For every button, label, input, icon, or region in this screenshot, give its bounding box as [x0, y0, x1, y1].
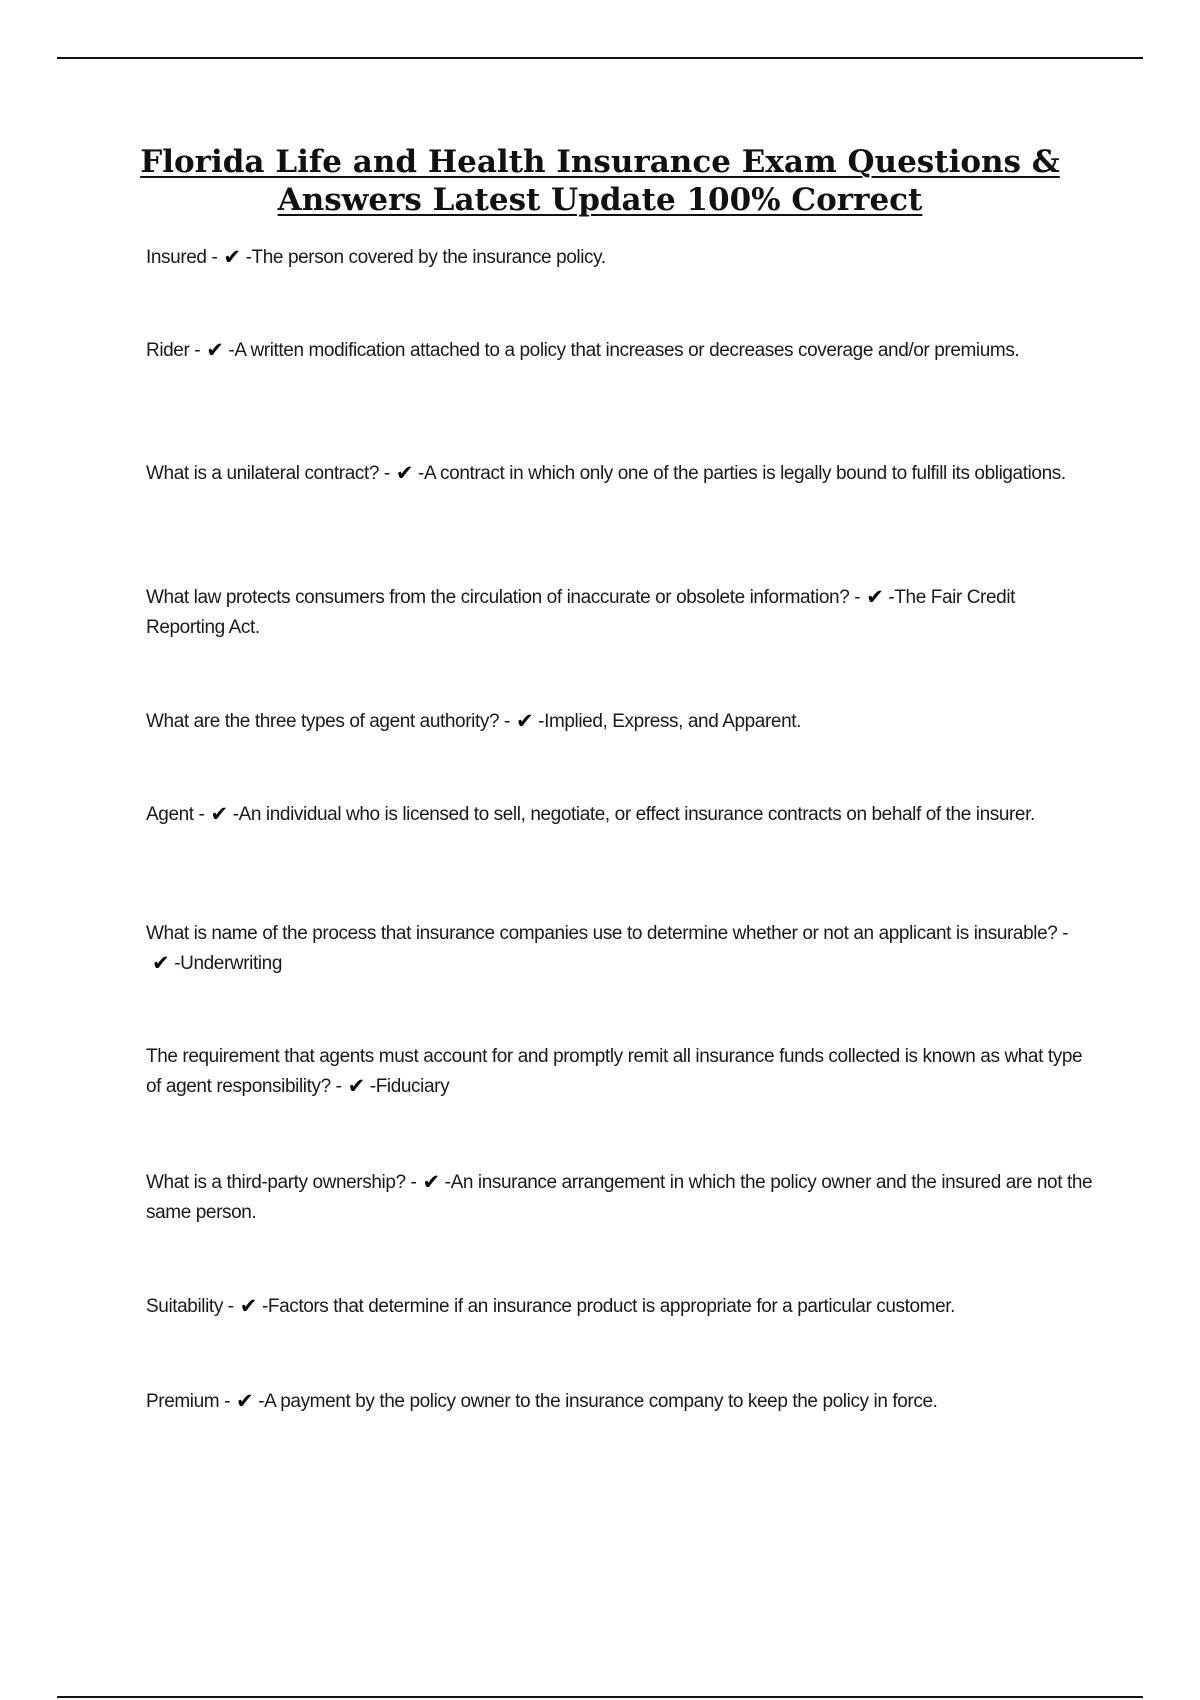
qa-item-rider [146, 336, 1096, 366]
qa-item-fair-credit [146, 583, 1096, 643]
checkmark-icon: ✔ [223, 245, 241, 269]
question-text: What is a third-party ownership? - [146, 1172, 417, 1193]
question-text: Rider - [146, 340, 201, 361]
qa-item-unilateral-contract [146, 459, 1096, 489]
question-text: Agent - [146, 804, 205, 825]
footer-rule [57, 1696, 1143, 1698]
question-text: Insured - [146, 247, 218, 268]
answer-text: -An insurance arrangement in which the policy owner and the insured are not the same person. [146, 1172, 1093, 1223]
answer-text: -A contract in which only one of the parties is legally bound to fulfill its obligations. [418, 463, 1066, 484]
document-title [120, 143, 1080, 219]
checkmark-icon: ✔ [152, 951, 170, 975]
qa-item-agent [146, 800, 1096, 830]
question-text: What law protects consumers from the circulation of inaccurate or obsolete information? - [146, 587, 861, 608]
answer-text: -Fiduciary [369, 1076, 450, 1097]
checkmark-icon: ✔ [395, 461, 414, 485]
question-text: What are the three types of agent authority? - [146, 711, 510, 732]
title-line-2: Answers Latest Update 100% Correct [277, 182, 923, 218]
checkmark-icon: ✔ [236, 1389, 254, 1413]
qa-item-third-party-ownership [146, 1168, 1096, 1228]
header-rule [57, 57, 1143, 59]
checkmark-icon: ✔ [210, 802, 228, 826]
checkmark-icon: ✔ [239, 1294, 257, 1318]
question-text: What is name of the process that insurance companies use to determine whether or not an applicant is insurable? - [146, 923, 1069, 944]
answer-text: -The person covered by the insurance policy. [245, 247, 606, 268]
qa-item-underwriting [146, 919, 1096, 979]
question-text: The requirement that agents must account for and promptly remit all insurance funds collected is known as what type of agent responsibility? - [146, 1046, 1083, 1097]
title-line-1: Florida Life and Health Insurance Exam Questions & [140, 144, 1060, 180]
qa-item-insured [146, 243, 1096, 273]
checkmark-icon: ✔ [347, 1074, 365, 1098]
answer-text: -Implied, Express, and Apparent. [538, 711, 801, 732]
answer-text: -The Fair Credit Reporting Act. [146, 587, 1016, 638]
qa-item-agent-authority [146, 707, 1096, 737]
answer-text: -Underwriting [174, 953, 282, 974]
checkmark-icon: ✔ [422, 1170, 440, 1194]
checkmark-icon: ✔ [515, 709, 534, 733]
question-text: Premium - [146, 1391, 231, 1412]
checkmark-icon: ✔ [866, 585, 884, 609]
question-text: What is a unilateral contract? - [146, 463, 390, 484]
qa-item-premium [146, 1387, 1096, 1417]
qa-item-fiduciary [146, 1042, 1096, 1102]
qa-item-suitability [146, 1292, 1096, 1322]
checkmark-icon: ✔ [206, 338, 224, 362]
answer-text: -An individual who is licensed to sell, negotiate, or effect insurance contracts on behalf of the insurer. [232, 804, 1035, 825]
answer-text: -A payment by the policy owner to the insurance company to keep the policy in force. [258, 1391, 938, 1412]
question-text: Suitability - [146, 1296, 234, 1317]
answer-text: -Factors that determine if an insurance product is appropriate for a particular customer. [261, 1296, 956, 1317]
answer-text: -A written modification attached to a policy that increases or decreases coverage and/or premiums. [228, 340, 1020, 361]
